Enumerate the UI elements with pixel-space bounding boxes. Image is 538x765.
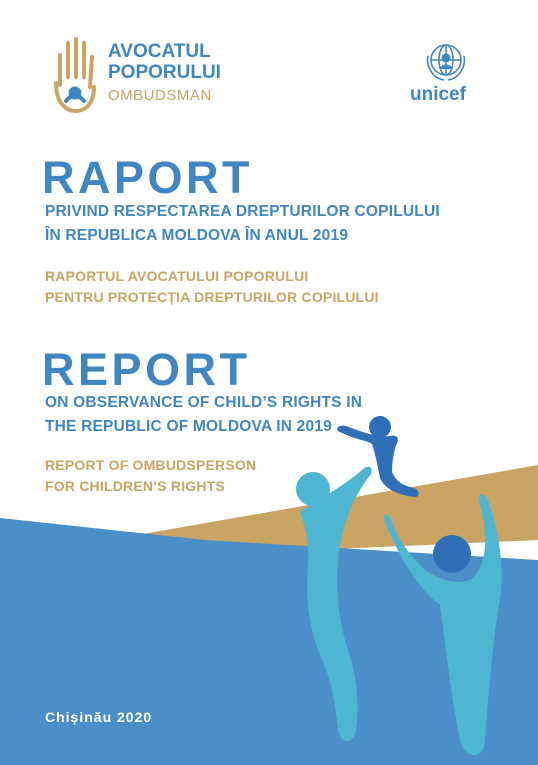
- unicef-globe-icon: [424, 38, 468, 82]
- hand-icon: [50, 35, 100, 115]
- city-year: Chișinău 2020: [45, 709, 153, 725]
- en-subtitle-line2: THE REPUBLIC OF MOLDOVA IN 2019: [45, 418, 332, 435]
- unicef-wordmark: unicef: [410, 84, 466, 105]
- ro-subtitle: [45, 200, 440, 248]
- ro-title: RAPORT: [42, 152, 253, 203]
- ombudsman-line2: POPORULUI: [108, 62, 221, 83]
- ro-gold-line1: RAPORTUL AVOCATULUI POPORULUI: [45, 268, 309, 284]
- ro-subtitle-line2: ÎN REPUBLICA MOLDOVA ÎN ANUL 2019: [45, 227, 349, 244]
- en-title: REPORT: [42, 344, 251, 395]
- ombudsman-logo: [50, 35, 240, 115]
- en-gold-line2: FOR CHILDREN’S RIGHTS: [45, 478, 225, 494]
- en-gold-subtitle: [45, 455, 256, 497]
- unicef-logo: [410, 38, 490, 108]
- en-subtitle: [45, 391, 362, 439]
- en-subtitle-line1: ON OBSERVANCE OF CHILD’S RIGHTS IN: [45, 394, 363, 411]
- ro-gold-subtitle: [45, 266, 379, 308]
- ro-gold-line2: PENTRU PROTECȚIA DREPTURILOR COPILULUI: [45, 289, 379, 305]
- ombudsman-line3: OMBUDSMAN: [108, 87, 212, 104]
- en-gold-line1: REPORT OF OMBUDSPERSON: [45, 457, 257, 473]
- ro-subtitle-line1: PRIVIND RESPECTAREA DREPTURILOR COPILULUI: [45, 203, 440, 220]
- ombudsman-name: [108, 41, 221, 83]
- ombudsman-line1: AVOCATUL: [108, 41, 211, 62]
